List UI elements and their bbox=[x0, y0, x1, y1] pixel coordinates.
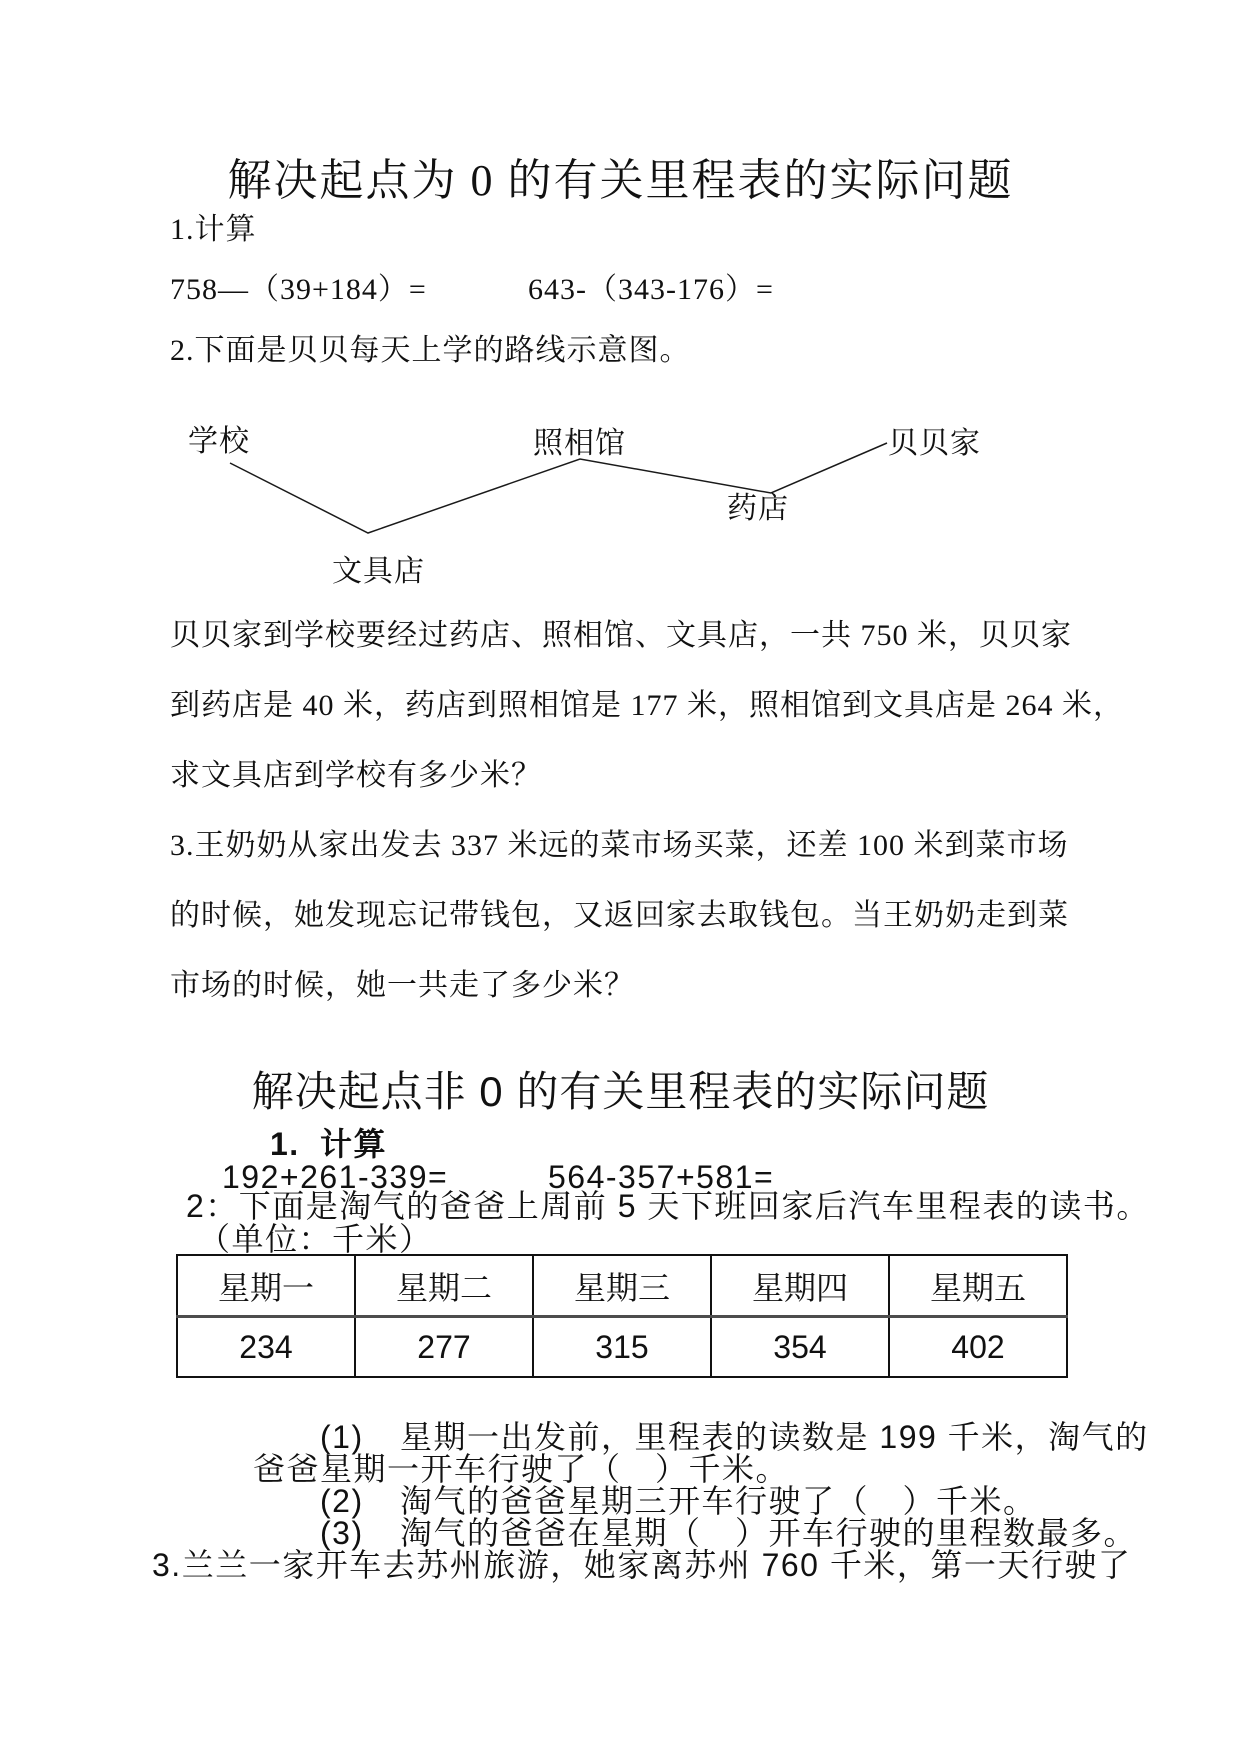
section2-expression-1: 192+261-339= bbox=[222, 1159, 449, 1195]
section2-item2-line1: 2：下面是淘气的爸爸上周前 5 天下班回家后汽车里程表的读书。 bbox=[186, 1188, 1150, 1224]
section2-expression-2: 564-357+581= bbox=[548, 1159, 775, 1195]
section1-para1-line2: 到药店是 40 米，药店到照相馆是 177 米，照相馆到文具店是 264 米， bbox=[170, 689, 1124, 722]
table-value-thursday: 354 bbox=[711, 1317, 889, 1378]
section1-para1-line3: 求文具店到学校有多少米？ bbox=[170, 759, 542, 792]
mileage-table-header-row bbox=[177, 1255, 1067, 1317]
section2-q2-number: (2) bbox=[320, 1483, 364, 1519]
table-value-wednesday: 315 bbox=[533, 1317, 711, 1378]
mileage-table bbox=[176, 1254, 1068, 1378]
section1-para2-line3: 市场的时候，她一共走了多少米？ bbox=[170, 969, 635, 1002]
section2-q2-text: 淘气的爸爸星期三开车行驶了（ ）千米。 bbox=[400, 1483, 1037, 1519]
section2-title: 解决起点非 0 的有关里程表的实际问题 bbox=[251, 1068, 990, 1115]
section2-item1-label: 计算 bbox=[320, 1126, 388, 1162]
section1-expression-1: 758—（39+184）= bbox=[170, 273, 427, 306]
table-header-tuesday: 星期二 bbox=[355, 1255, 533, 1317]
table-value-monday: 234 bbox=[177, 1317, 355, 1378]
table-header-wednesday: 星期三 bbox=[533, 1255, 711, 1317]
table-header-monday: 星期一 bbox=[177, 1255, 355, 1317]
diagram-label-beibei-home: 贝贝家 bbox=[888, 427, 981, 460]
section1-expression-2: 643-（343-176）= bbox=[528, 273, 774, 306]
section2-q1-text: 星期一出发前，里程表的读数是 199 千米，淘气的 bbox=[400, 1419, 1149, 1455]
section2-item2-unit-note: （单位：千米） bbox=[198, 1221, 433, 1257]
section2-item3: 3.兰兰一家开车去苏州旅游，她家离苏州 760 千米，第一天行驶了 bbox=[152, 1547, 1132, 1583]
section1-title: 解决起点为 0 的有关里程表的实际问题 bbox=[227, 156, 1014, 205]
mileage-table-value-row bbox=[177, 1317, 1067, 1378]
section1-para2-line1: 3.王奶奶从家出发去 337 米远的菜市场买菜，还差 100 米到菜市场 bbox=[170, 829, 1069, 862]
diagram-label-pharmacy: 药店 bbox=[727, 492, 789, 525]
section2-q1-number: (1) bbox=[320, 1419, 364, 1455]
diagram-label-school: 学校 bbox=[188, 425, 250, 458]
table-header-friday: 星期五 bbox=[889, 1255, 1067, 1317]
section2-q1-line2: 爸爸星期一开车行驶了（ ）千米。 bbox=[253, 1451, 790, 1487]
section1-item2-label: 2.下面是贝贝每天上学的路线示意图。 bbox=[170, 334, 691, 367]
section2-q3-number: (3) bbox=[320, 1515, 364, 1551]
diagram-label-stationery-store: 文具店 bbox=[332, 555, 425, 588]
table-header-thursday: 星期四 bbox=[711, 1255, 889, 1317]
section2-q3-text: 淘气的爸爸在星期（ ）开车行驶的里程数最多。 bbox=[400, 1515, 1138, 1551]
section1-para1-line1: 贝贝家到学校要经过药店、照相馆、文具店，一共 750 米，贝贝家 bbox=[170, 619, 1072, 652]
table-value-tuesday: 277 bbox=[355, 1317, 533, 1378]
section1-para2-line2: 的时候，她发现忘记带钱包，又返回家去取钱包。当王奶奶走到菜 bbox=[170, 899, 1069, 932]
section2-item1-number: 1. bbox=[270, 1126, 300, 1162]
section1-item1-label: 1.计算 bbox=[170, 213, 257, 246]
diagram-label-photo-studio: 照相馆 bbox=[533, 427, 626, 460]
table-value-friday: 402 bbox=[889, 1317, 1067, 1378]
